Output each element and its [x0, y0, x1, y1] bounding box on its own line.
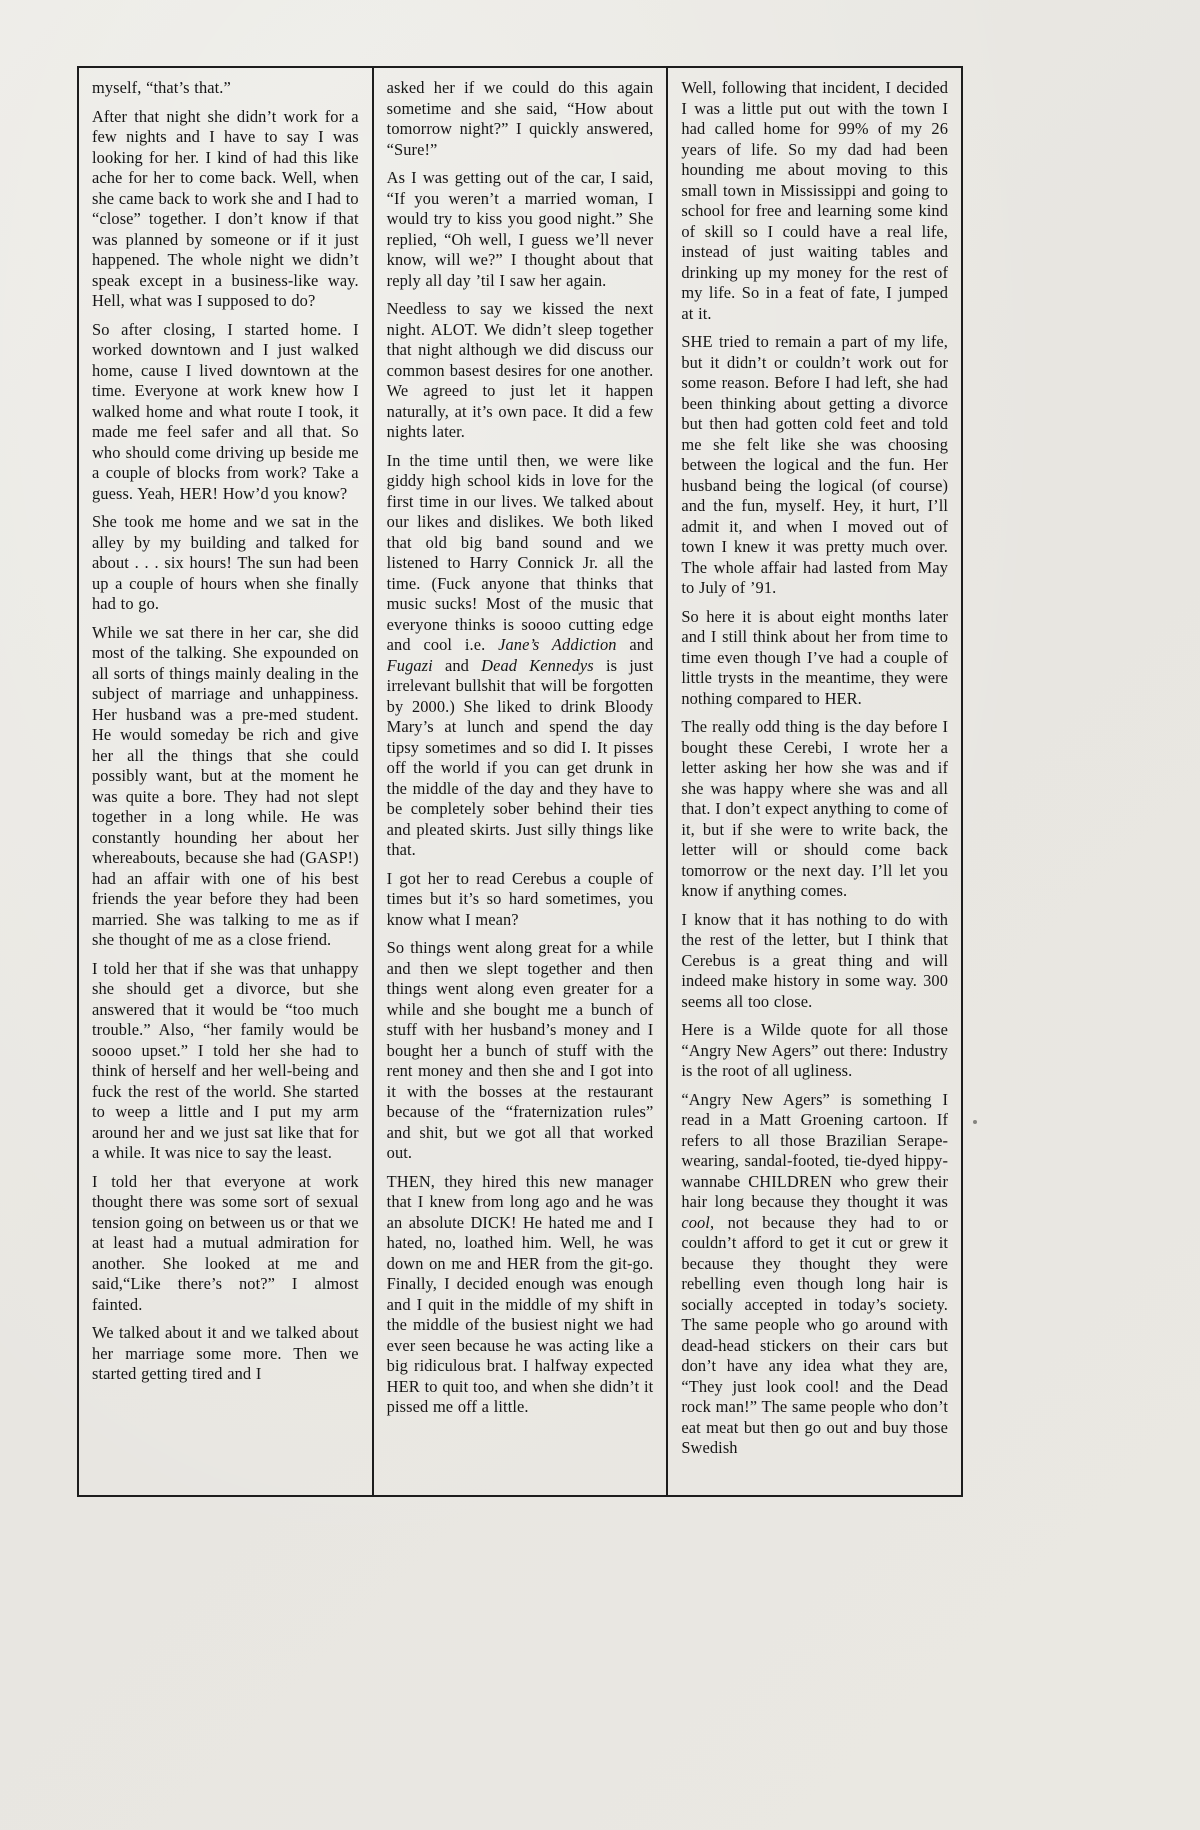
paragraph: THEN, they hired this new manager that I knew from long ago and he was an absolute DICK! He hated me and I hated, no, loathed him. Well, he was down on me and HER from the git-go. Finally, I decided enough was enough and I quit in the middle of my shift in the middle of the busiest night we had ever seen because he was acting like a big ridiculous brat. I halfway expected HER to quit too, and when she didn’t it pissed me off a little.	[386, 1171, 654, 1416]
paragraph: Well, following that incident, I decided I was a little put out with the town I had called home for 99% of my 26 years of life. So my dad had been hounding me about moving to this small town in Mississippi and going to school for free and learning some kind of skill so I could have a real life, instead of just waiting tables and drinking up my money for the rest of my life. So in a feat of fate, I jumped at it.	[681, 78, 949, 323]
paragraph: “Angry New Agers” is something I read in a Matt Groening cartoon. If refers to all those Brazilian Serape-wearing, sandal-footed, tie-dyed hippy-wannabe CHILDREN who grew their hair long because they thought it was cool, not because they had to or couldn’t afford to get it cut or grew it because they thought they were rebelling even though long hair is socially accepted in today’s society. The same people who go around with dead-head stickers on their cars but don’t have any idea what they are, “They just look cool! and the Dead rock man!” The same people who don’t eat meat but then go out and buy those Swedish	[681, 1089, 949, 1457]
paragraph: I told her that if she was that unhappy she should get a divorce, but she answered that it would be “too much trouble.” Also, “her family would be soooo upset.” I told her she had to think of herself and her well-being and fuck the rest of the world. She started to weep a little and I put my arm around her and we just sat like that for a while. It was nice to say the least.	[92, 958, 359, 1162]
paragraph: SHE tried to remain a part of my life, but it didn’t or couldn’t work out for some reason. Before I had left, she had been thinking about getting a divorce but then had gotten cold feet and told me she felt like she was choosing between the logical and the fun. Her husband being the logical (of course) and the fun, myself. Hey, it hurt, I’ll admit it, and when I moved out of town I knew it was pretty much over. The whole affair had lasted from May to July of ’91.	[681, 332, 949, 597]
paragraph: asked her if we could do this again sometime and she said, “How about tomorrow night?” I quickly answered, “Sure!”	[386, 78, 654, 159]
scan-speck	[973, 1120, 977, 1124]
italic-text: cool	[681, 1212, 710, 1232]
text-column-right	[666, 68, 961, 1495]
paragraph: As I was getting out of the car, I said, “If you weren’t a married woman, I would try to kiss you good night.” She replied, “Oh well, I guess we’ll never know, will we?” I thought about that reply all day ’til I saw her again.	[386, 168, 654, 290]
scan-edge-artifact	[961, 270, 963, 316]
paragraph: Here is a Wilde quote for all those “Angry New Agers” out there: Industry is the root of all ugliness.	[681, 1020, 949, 1080]
letters-text-box	[77, 66, 963, 1497]
paragraph: myself, “that’s that.”	[92, 78, 231, 97]
paragraph: I know that it has nothing to do with the rest of the letter, but I think that Cerebus is a great thing and will indeed make history in some way. 300 seems all too close.	[681, 909, 949, 1011]
paragraph: While we sat there in her car, she did most of the talking. She expounded on all sorts of things mainly dealing in the subject of marriage and unhappiness. Her husband was a pre-med student. He would someday be rich and give her all the things that she could possibly want, but at the moment he was quite a bore. They had not slept together in a long while. He was constantly hounding her about her whereabouts, because she had (GASP!) had an affair with one of his best friends the year before they had been married. She was talking to me as if she thought of me as a close friend.	[92, 622, 359, 949]
paragraph: In the time until then, we were like giddy high school kids in love for the first time in our lives. We talked about our likes and dislikes. We both liked that old big band sound and we listened to Harry Connick Jr. all the time. (Fuck anyone that thinks that music sucks! Most of the music that everyone thinks is soooo cutting edge and cool i.e. Jane’s Addiction and Fugazi and Dead Kennedys is just irrelevant bullshit that will be forgotten by 2000.) She liked to drink Bloody Mary’s at lunch and spend the day tipsy sometimes and so did I. It pisses off the world if you can get drunk in the middle of the day and they have to be completely sober behind their ties and pleated skirts. Just silly things like that.	[386, 450, 654, 859]
text-column-middle	[372, 68, 667, 1495]
paragraph: I told her that everyone at work thought there was some sort of sexual tension going on between us or that we at least had a mutual admiration for another. She looked at me and said,“Like there’s not?” I almost fainted.	[92, 1171, 359, 1314]
paragraph: So things went along great for a while and then we slept together and then things went along even greater for a while and she bought me a bunch of stuff with her husband’s money and I bought her a bunch of stuff with the rent money and then she and I got into it with the bosses at the restaurant because of the “fraternization rules” and shit, but we got all that worked out.	[386, 938, 654, 1162]
text-column-left	[79, 68, 372, 1495]
italic-text: Fugazi	[386, 655, 433, 675]
paragraph: So here it is about eight months later and I still think about her from time to time even though I’ve had a couple of little trysts in the meantime, they were nothing compared to HER.	[681, 606, 949, 708]
paragraph: The really odd thing is the day before I bought these Cerebi, I wrote her a letter asking her how she was and if she was happy where she was and all that. I don’t expect anything to come of it, but if she were to write back, the letter will or should come back tomorrow or the next day. I’ll let you know if anything comes.	[681, 717, 949, 900]
paragraph: After that night she didn’t work for a few nights and I have to say I was looking for her. I kind of had this like ache for her to come back. Well, when she came back to work she and I had to “close” together. I don’t know if that was planned by someone or if it just happened. The whole night we didn’t speak except in a business-like way. Hell, what was I supposed to do?	[92, 106, 359, 310]
paragraph: She took me home and we sat in the alley by my building and talked for about . . . six hours! The sun had been up a couple of hours when she finally had to go.	[92, 512, 359, 613]
paragraph: Needless to say we kissed the next night. ALOT. We didn’t sleep together that night although we did discuss our common basest desires for one another. We agreed to just let it happen naturally, at it’s own pace. It did a few nights later.	[386, 299, 654, 441]
italic-text: Dead Kennedys	[481, 655, 594, 675]
paragraph: I got her to read Cerebus a couple of times but it’s so hard sometimes, you know what I mean?	[386, 868, 654, 929]
paragraph: So after closing, I started home. I worked downtown and I just walked home, cause I lived downtown at the time. Everyone at work knew how I walked home and what route I took, it made me feel safer and all that. So who should come driving up beside me a couple of blocks from work? Take a guess. Yeah, HER! How’d you know?	[92, 319, 359, 503]
paragraph: We talked about it and we talked about her marriage some more. Then we started getting tired and I	[92, 1323, 359, 1383]
italic-text: Jane’s Addiction	[498, 635, 617, 654]
